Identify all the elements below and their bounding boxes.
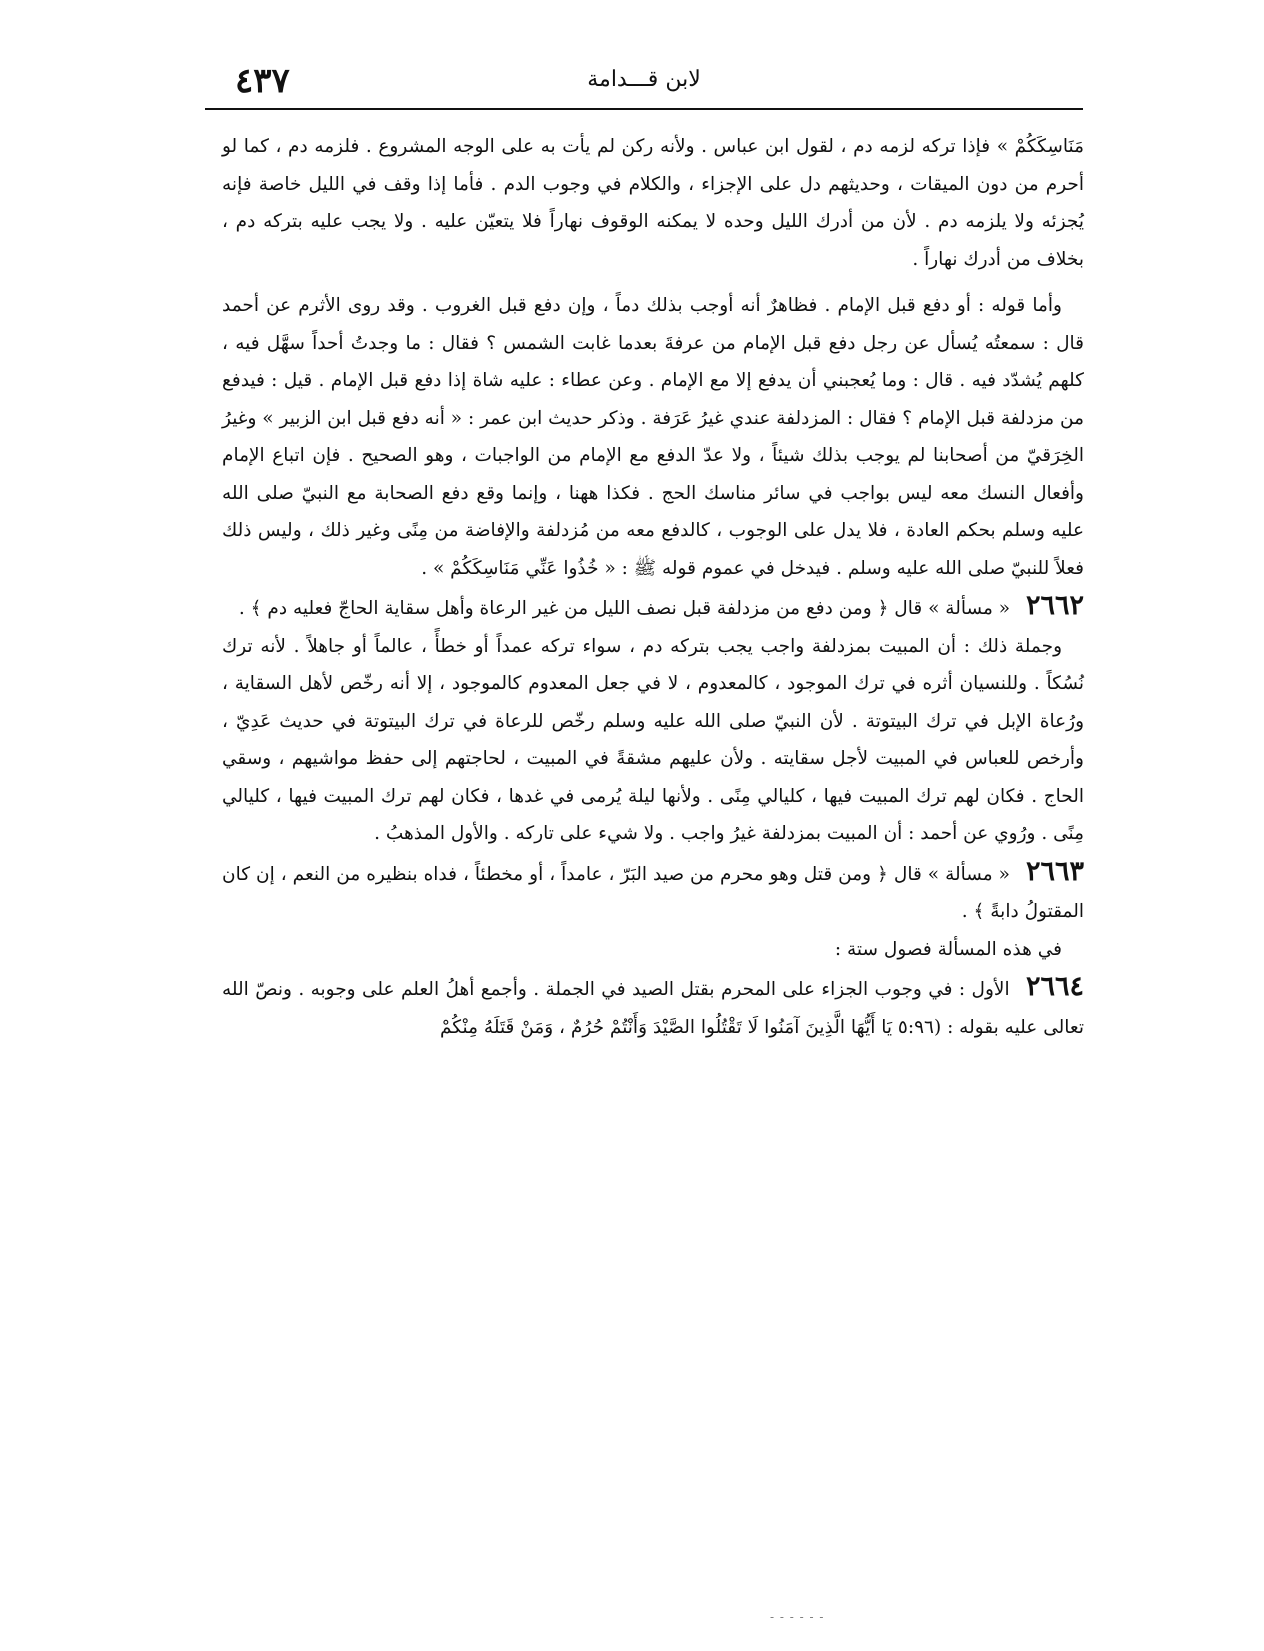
masala-2662 [222,587,1084,628]
masala-2662-explanation: وجملة ذلك : أن المبيت بمزدلفة واجب يجب بتركه دم ، سواء تركه عمداً أو خطأً ، عالماً أو جاهلاً . لأنه ترك نُسُكاً . وللنسيان أثره في ترك الموجود ، كالمعدوم ، لا في جعل المعدوم كالموجود ، إلا أنه رخّص لأهل السقاية ، ورُعاة الإبل في ترك البيتوتة . لأن النبيّ صلى الله عليه وسلم رخّص للرعاة في ترك البيتوتة في حديث عَدِيّ ، وأرخص للعباس في المبيت لأجل سقايته . ولأن عليهم مشقةً في المبيت ، لحاجتهم إلى حفظ مواشيهم ، وسقي الحاج . فكان لهم ترك المبيت فيها ، كليالي مِنًى . ولأنها ليلة يُرمى في غدها ، فكان لهم ترك المبيت فيها ، كليالي مِنًى . ورُوي عن أحمد : أن المبيت بمزدلفة غيرُ واجب . ولا شيء على تاركه . والأول المذهبُ . [222,635,1084,844]
running-title: لابن قـــدامة [587,67,701,92]
page-header [205,55,1083,105]
section-text: الأول : في وجوب الجزاء على المحرم بقتل الصيد في الجملة . وأجمع أهلُ العلم على وجوبه . ونصّ الله تعالى عليه بقوله : (٥:٩٦ يَا أَيُّهَا الَّذِينَ آمَنُوا لَا تَقْتُلُوا الصَّيْدَ وَأَنْتُمْ حُرُمٌ ، وَمَنْ قَتَلَهُ مِنْكُمْ [222,979,1084,1038]
main-text [222,128,1084,1046]
masala-text: « مسألة » قال ﴿ ومن دفع من مزدلفة قبل نصف الليل من غير الرعاة وأهل سقاية الحاجّ فعليه دم ﴾ . [238,598,1011,619]
masala-number: ٢٦٦٣ [1025,855,1084,887]
section-number: ٢٦٦٤ [1025,971,1084,1002]
masala-text: « مسألة » قال ﴿ ومن قتل وهو محرم من صيد البَرّ ، عامداً ، أو مخطئاً ، فداه بنظيره من النعم ، إن كان المقتولُ دابةً ﴾ . [222,863,1084,922]
paragraph-continuation: مَنَاسِكَكُمْ » فإذا تركه لزمه دم ، لقول ابن عباس . ولأنه ركن لم يأت به على الوجه المشروع . فلزمه دم ، كما لو أحرم من دون الميقات ، وحديثهم دل على الإجزاء ، والكلام في وجوب الدم . فأما إذا وقف في الليل خاصة فإنه يُجزئه ولا يلزمه دم . لأن من أدرك الليل وحده لا يمكنه الوقوف نهاراً فلا يتعيّن عليه . ولا يجب عليه بتركه دم ، بخلاف من أدرك نهاراً . [222,136,1084,270]
header-divider [205,108,1083,110]
fusul-intro: في هذه المسألة فصول ستة : [834,938,1062,960]
footer-mark: - - - - - - [770,1610,825,1624]
masala-2663 [222,853,1084,931]
section-2664 [222,968,1084,1046]
paragraph-daf-qabl-al-imam: وأما قوله : أو دفع قبل الإمام . فظاهرٌ أنه أوجب بذلك دماً ، وإن دفع قبل الغروب . وقد روى الأثرم عن أحمد قال : سمعتُه يُسأل عن رجل دفع قبل الإمام من عرفةَ بعدما غابت الشمس ؟ فقال : ما وجدتُ أحداً سهَّل فيه ، كلهم يُشدّد فيه . قال : وما يُعجبني أن يدفع إلا مع الإمام . وعن عطاء : عليه شاة إذا دفع قبل الإمام . قيل : فيدفع من مزدلفة قبل الإمام ؟ فقال : المزدلفة عندي غيرُ عَرَفة . وذكر حديث ابن عمر : « أنه دفع قبل ابن الزبير » وغيرُ الخِرَقيّ من أصحابنا لم يوجب بذلك شيئاً ، ولا عدّ الدفع مع الإمام من الواجبات ، وهو الصحيح . فإن اتباع الإمام وأفعال النسك معه ليس بواجب في سائر مناسك الحج . فكذا ههنا ، وإنما وقع دفع الصحابة مع النبيّ صلى الله عليه وسلم بحكم العادة ، فلا يدل على الوجوب ، كالدفع معه من مُزدلفة والإفاضة من مِنًى وغير ذلك ، وليس ذلك فعلاً للنبيّ صلى الله عليه وسلم . فيدخل في عموم قوله ﷺ : « خُذُوا عَنِّي مَنَاسِكَكُمْ » . [222,295,1084,579]
masala-number: ٢٦٦٢ [1025,590,1084,621]
page-number: ٤٣٧ [235,61,290,101]
